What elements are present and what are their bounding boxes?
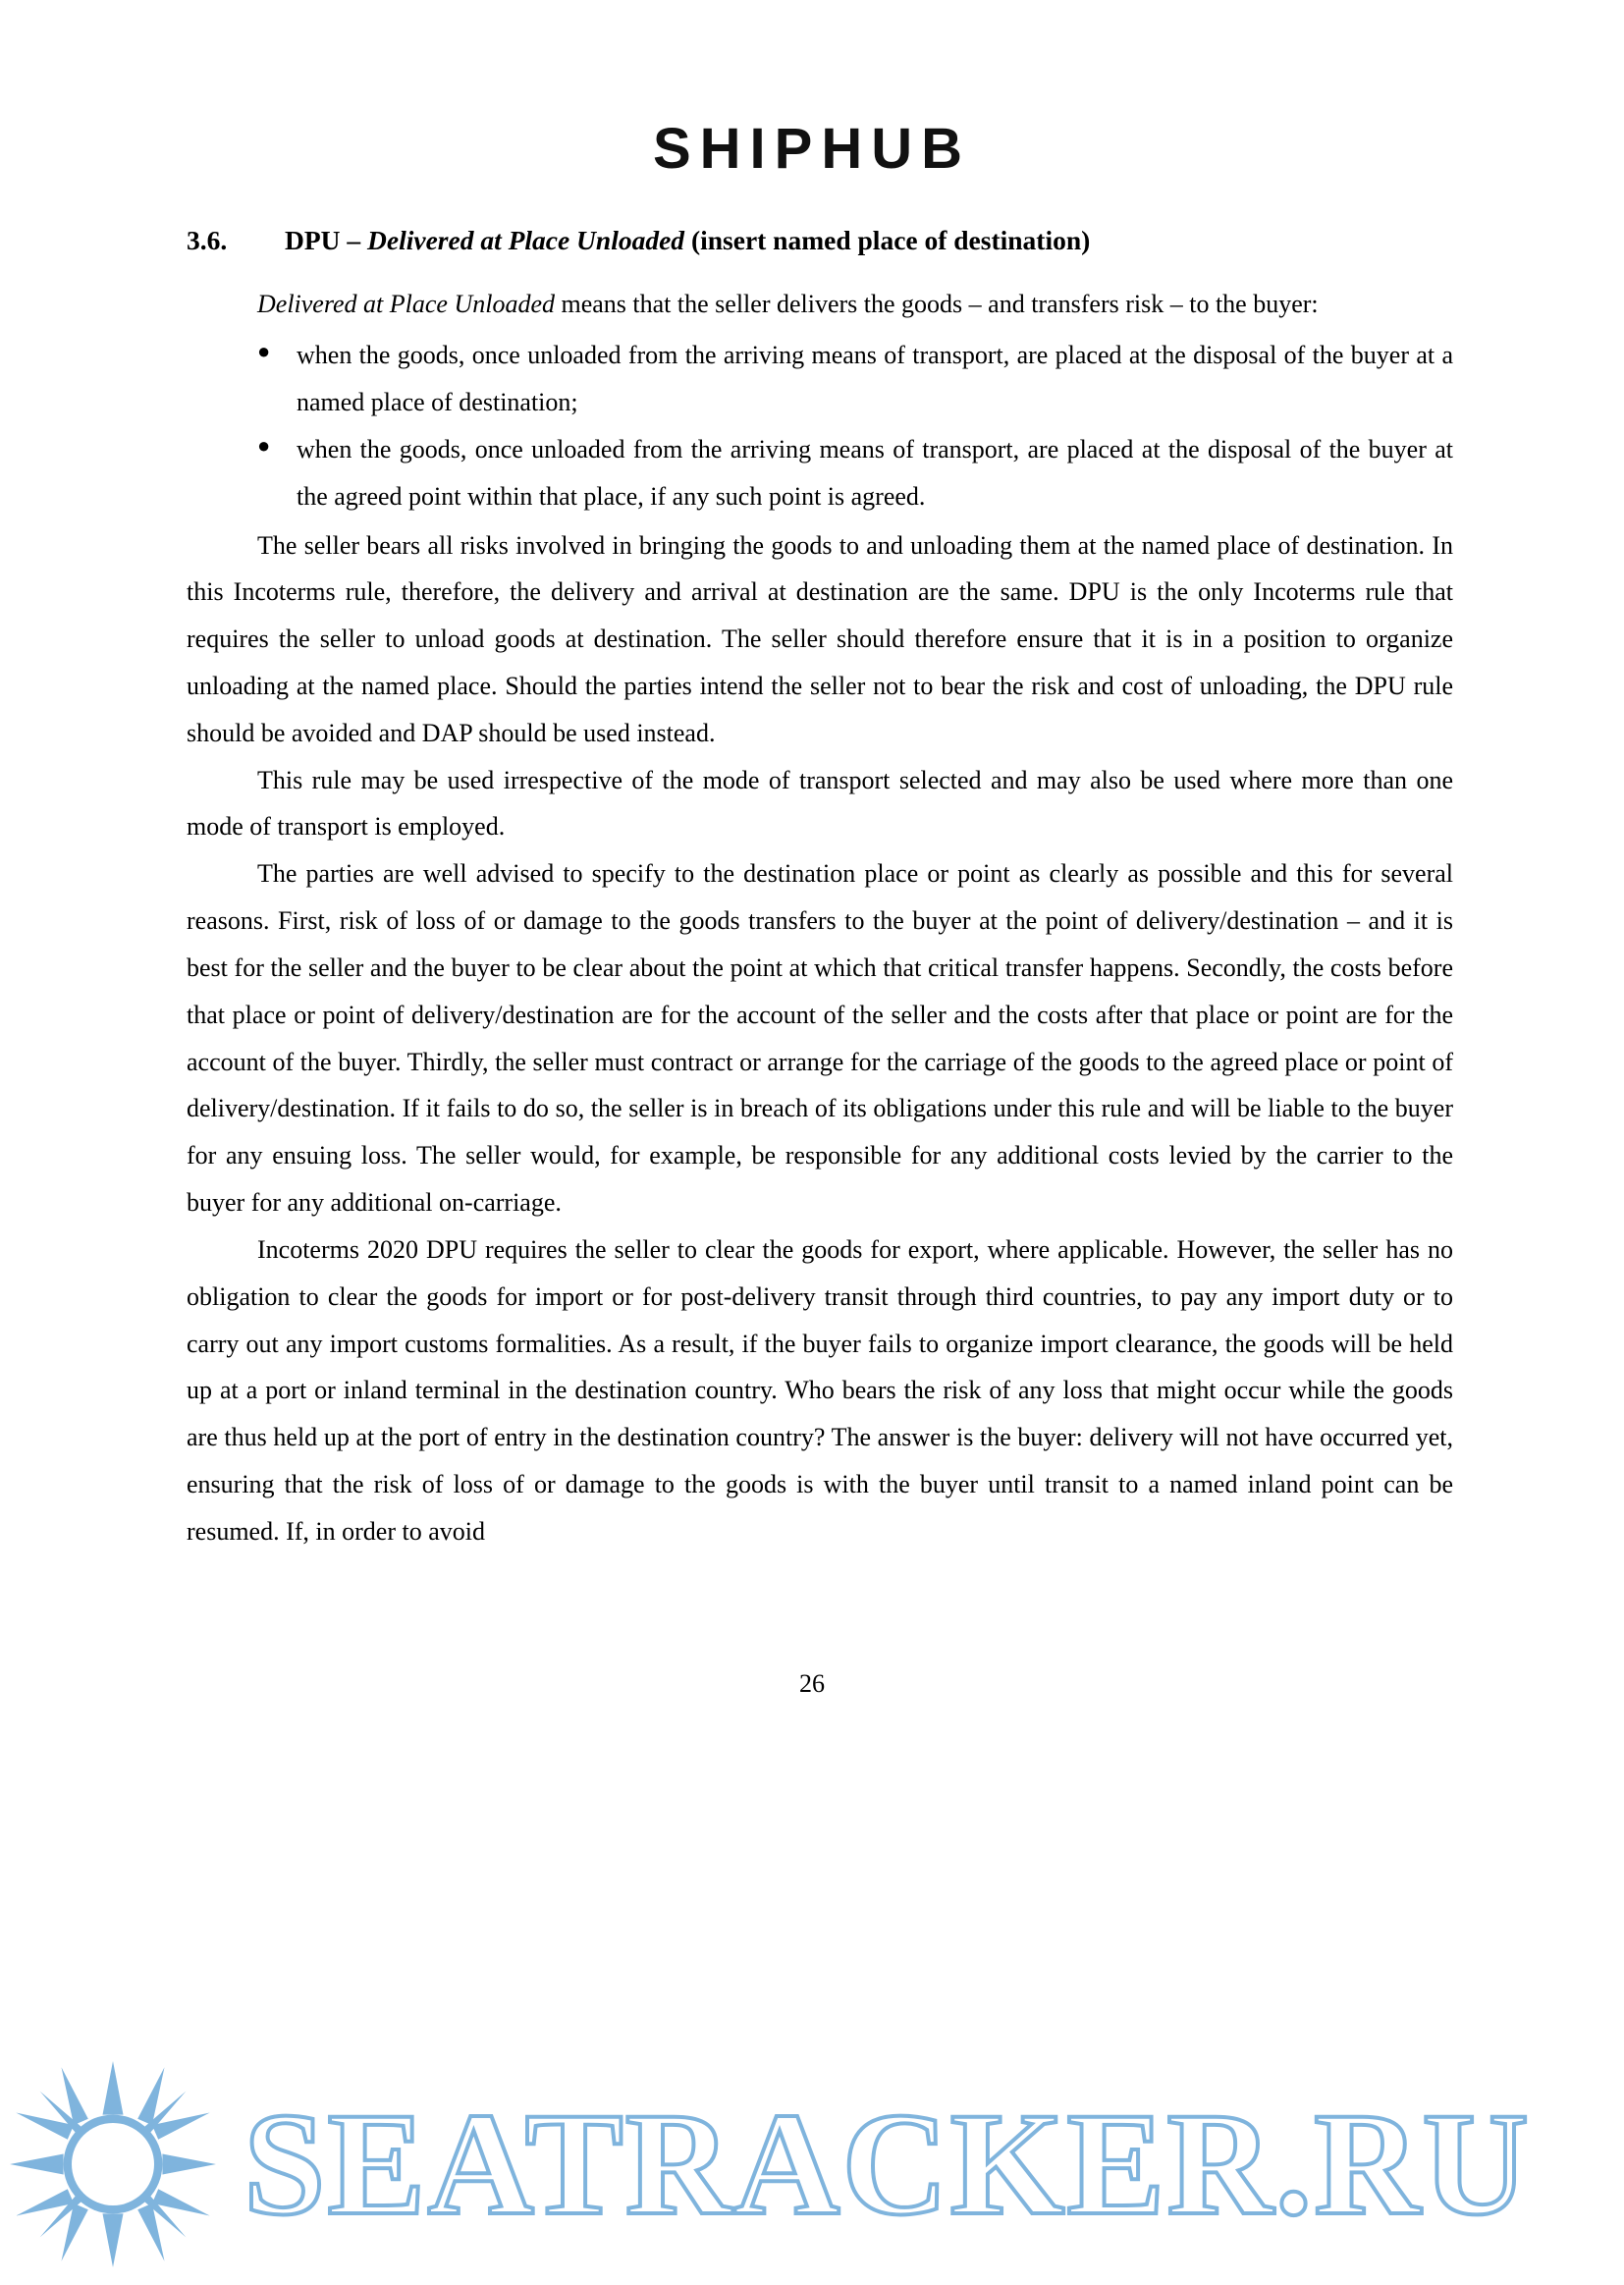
section-heading [187,224,1453,257]
section-suffix: (insert named place of destination) [684,225,1091,255]
paragraph-export-clearance: Incoterms 2020 DPU requires the seller to clear the goods for export, where applicable. However, the seller has no obligation to clear the goods for import or for post-delivery transit through third countries, to pay any import duty or to carry out any import customs formalities. As a result, if the buyer fails to organize import clearance, the goods will be held up at a port or inland terminal in the destination country. Who bears the risk of any loss that might occur while the goods are thus held up at the port of entry in the destination country? The answer is the buyer: delivery will not have occurred yet, ensuring that the risk of loss of or damage to the goods is with the buyer until transit to a named inland point can be resumed. If, in order to avoid [187,1234,1453,1546]
list-item [187,426,1453,520]
bullet-icon: ● [257,339,271,364]
intro-italic-lead: Delivered at Place Unloaded [257,290,555,319]
document-body [187,224,1453,1555]
list-item-text: when the goods, once unloaded from the arriving means of transport, are placed at the disposal of the buyer at a named place of destination; [297,341,1453,417]
list-item [187,332,1453,426]
delivery-conditions-list [187,332,1453,519]
paragraph-mode-of-transport: This rule may be used irrespective of the mode of transport selected and may also be used where more than one mode of transport is employed. [187,765,1453,842]
sun-icon [10,2061,216,2267]
section-italic-title: Delivered at Place Unloaded [367,225,685,255]
section-number: 3.6. [187,225,228,255]
watermark-text: SEATRACKER.RU [244,2083,1531,2246]
section-acronym: DPU – [285,225,368,255]
shiphub-logo: SHIPHUB [652,117,972,181]
paragraph-destination-specification: The parties are well advised to specify to the destination place or point as clearly as possible and this for several reasons. First, risk of loss of or damage to the goods transfers to the buyer at the point of delivery/destination – and it is best for the seller and the buyer to be clear about the point at which that critical transfer happens. Secondly, the costs before that place or point of delivery/destination are for the account of the seller and the costs after that place or point are for the account of the buyer. Thirdly, the seller must contract or arrange for the carriage of the goods to the agreed place or point of delivery/destination. If it fails to do so, the seller is in breach of its obligations under this rule and will be liable to the buyer for any ensuing loss. The seller would, for example, be responsible for any additional costs levied by the carrier to the buyer for any additional on-carriage. [187,859,1453,1218]
intro-text: means that the seller delivers the goods – and transfers risk – to the buyer: [555,290,1319,319]
paragraph-risks: The seller bears all risks involved in bringing the goods to and unloading them at the named place of destination. In this Incoterms rule, therefore, the delivery and arrival at destination are the same. DPU is the only Incoterms rule that requires the seller to unload goods at destination. The seller should therefore ensure that it is in a position to organize unloading at the named place. Should the parties intend the seller not to bear the risk and cost of unloading, the DPU rule should be avoided and DAP should be used instead. [187,530,1453,747]
list-item-text: when the goods, once unloaded from the arriving means of transport, are placed at the disposal of the buyer at the agreed point within that place, if any such point is agreed. [297,434,1453,511]
watermark [0,1892,1624,2285]
intro-paragraph [187,281,1453,328]
page-number: 26 [799,1669,825,1698]
bullet-icon: ● [257,432,271,458]
